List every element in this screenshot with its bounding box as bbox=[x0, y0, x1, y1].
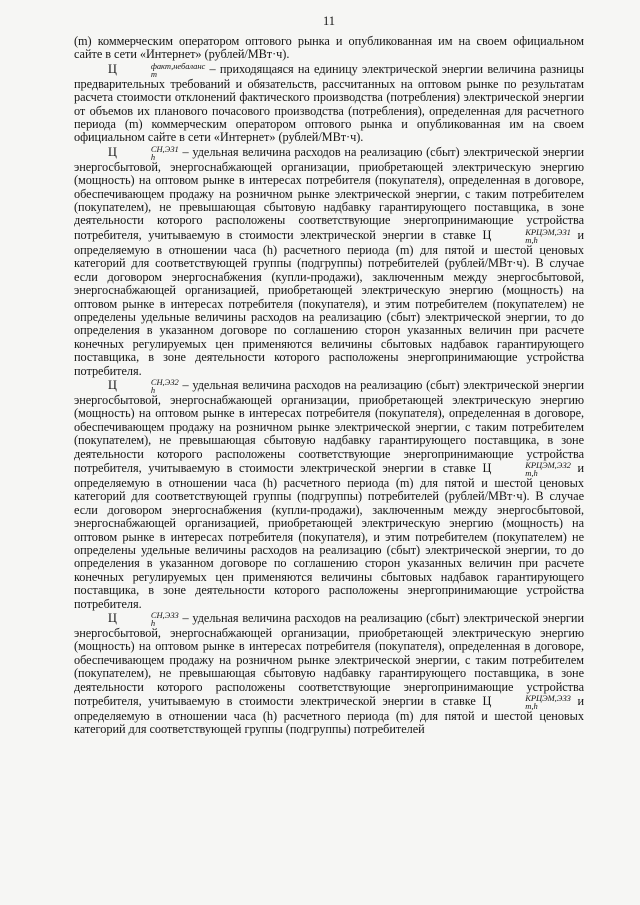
formula-symbol bbox=[482, 226, 571, 245]
paragraph-text: – удельная величина расходов на реализацию (сбыт) электрической энергии энергосбытовой, энергоснабжающей организации, приобретающей электрическую энергию (мощность) на оптовом рынке в интересах потребителя (покупателя), определенная в договоре, обеспечивающем продажу на розничном рынке электрической энергии, с таким потребителем (покупателем), не превышающая сбытовую надбавку гарантирующего поставщика, в зоне деятельности которого расположены соответствующие энергопринимающие устройства потребителя, учитываемую в стоимости электрической энергии в ставке bbox=[74, 610, 584, 708]
symbol-superscript: СН,ЭЗ2 bbox=[150, 376, 179, 387]
symbol-index-stack bbox=[117, 62, 205, 78]
paragraph-text: и определяемую в отношении часа (h) расчетного периода (m) для пятой и шестой ценовых категорий для соответствующей группы (подгруппы) потребителей (рублей/МВт·ч). В случае если договором энергоснабжения (купли-продажи), заключенным между энергосбытовой, энергоснабжающей организацией, приобретающей электрическую энергию (мощность) на оптовом рынке в интересах потребителя (покупателя), и этим потребителем (покупателем) не определены удельные величины расходов на реализацию (сбыт) электрической энергии, то до определения в указанном договоре по соглашению сторон указанных величин при расчете конечных регулируемых цен применяются величины сбытовых надбавок гарантирующего поставщика, в зоне деятельности которого расположены энергопринимающие устройства потребителя. bbox=[74, 227, 584, 378]
symbol-base: Ц bbox=[108, 61, 117, 76]
symbol-index-stack bbox=[491, 461, 571, 477]
symbol-subscript: m bbox=[150, 68, 157, 79]
document-body bbox=[74, 35, 584, 737]
symbol-subscript: h bbox=[150, 618, 156, 629]
symbol-superscript: КРЦЭМ,ЭЗ3 bbox=[525, 693, 571, 704]
symbol-base: Ц bbox=[482, 693, 492, 708]
symbol-base: Ц bbox=[108, 377, 117, 392]
symbol-index-stack bbox=[491, 228, 571, 244]
symbol-superscript: факт,небаланс bbox=[150, 60, 206, 71]
paragraph bbox=[74, 378, 584, 611]
symbol-index-stack bbox=[491, 694, 571, 710]
paragraph-text: – удельная величина расходов на реализацию (сбыт) электрической энергии энергосбытовой, энергоснабжающей организации, приобретающей электрическую энергию (мощность) на оптовом рынке в интересах потребителя (покупателя), определенная в договоре, обеспечивающем продажу на розничном рынке электрической энергии, с таким потребителем (покупателем), не превышающая сбытовую надбавку гарантирующего поставщика, в зоне деятельности которого расположены соответствующие энергопринимающие устройства потребителя, учитываемую в стоимости электрической энергии в ставке bbox=[74, 144, 584, 242]
paragraph-text: – приходящаяся на единицу электрической энергии величина разницы предварительных требований и обязательств, рассчитанных на оптовом рынке по результатам расчета стоимости отклонений фактического производства (потребления) электрической энергии от объемов их планового почасового производства (потребления), определенная для расчетного периода (m) коммерческим оператором оптового рынка и опубликованная им на своем официальном сайте в сети «Интернет» (рублей/МВт·ч). bbox=[74, 61, 584, 145]
symbol-superscript: СН,ЭЗ3 bbox=[150, 610, 179, 621]
symbol-subscript: h bbox=[150, 384, 156, 395]
symbol-index-stack bbox=[117, 378, 179, 394]
symbol-base: Ц bbox=[108, 144, 117, 159]
symbol-subscript: m,h bbox=[525, 467, 538, 478]
paragraph bbox=[74, 145, 584, 378]
page-number: 11 bbox=[322, 14, 336, 28]
symbol-base: Ц bbox=[108, 610, 117, 625]
symbol-superscript: КРЦЭМ,ЭЗ1 bbox=[525, 226, 571, 237]
formula-symbol bbox=[482, 693, 571, 712]
paragraph-text: – удельная величина расходов на реализацию (сбыт) электрической энергии энергосбытовой, энергоснабжающей организации, приобретающей электрическую энергию (мощность) на оптовом рынке в интересах потребителя (покупателя), определенная в договоре, обеспечивающем продажу на розничном рынке электрической энергии, с таким потребителем (покупателем), не превышающая сбытовую надбавку гарантирующего поставщика, в зоне деятельности которого расположены соответствующие энергопринимающие устройства потребителя, учитываемую в стоимости электрической энергии в ставке bbox=[74, 377, 584, 475]
paragraph-text: (m) коммерческим оператором оптового рынка и опубликованная им на своем официальном сайте в сети «Интернет» (рублей/МВт·ч). bbox=[74, 34, 584, 62]
paragraph bbox=[74, 35, 584, 62]
symbol-index-stack bbox=[117, 611, 179, 627]
formula-symbol bbox=[108, 610, 179, 629]
symbol-index-stack bbox=[117, 145, 179, 161]
paragraph bbox=[74, 62, 584, 145]
formula-symbol bbox=[108, 376, 179, 395]
formula-symbol bbox=[108, 60, 206, 79]
paragraph bbox=[74, 611, 584, 737]
formula-symbol bbox=[108, 143, 179, 162]
paragraph-text: и определяемую в отношении часа (h) расчетного периода (m) для пятой и шестой ценовых категорий для соответствующей группы (подгруппы) потребителей bbox=[74, 693, 584, 737]
symbol-subscript: m,h bbox=[525, 701, 538, 712]
symbol-superscript: КРЦЭМ,ЭЗ2 bbox=[525, 459, 571, 470]
symbol-subscript: m,h bbox=[525, 234, 538, 245]
paragraph-text: и определяемую в отношении часа (h) расчетного периода (m) для пятой и шестой ценовых категорий для соответствующей группы (подгруппы) потребителей (рублей/МВт·ч). В случае если договором энергоснабжения (купли-продажи), заключенным между энергосбытовой, энергоснабжающей организацией, приобретающей электрическую энергию (мощность) на оптовом рынке в интересах потребителя (покупателя), и этим потребителем (покупателем) не определены удельные величины расходов на реализацию (сбыт) электрической энергии, то до определения в указанном договоре по соглашению сторон указанных величин при расчете конечных регулируемых цен применяются величины сбытовых надбавок гарантирующего поставщика, в зоне деятельности которого расположены энергопринимающие устройства потребителя. bbox=[74, 460, 584, 611]
formula-symbol bbox=[482, 459, 571, 478]
symbol-superscript: СН,ЭЗ1 bbox=[150, 143, 179, 154]
symbol-base: Ц bbox=[482, 227, 492, 242]
symbol-base: Ц bbox=[482, 460, 492, 475]
symbol-subscript: h bbox=[150, 151, 156, 162]
